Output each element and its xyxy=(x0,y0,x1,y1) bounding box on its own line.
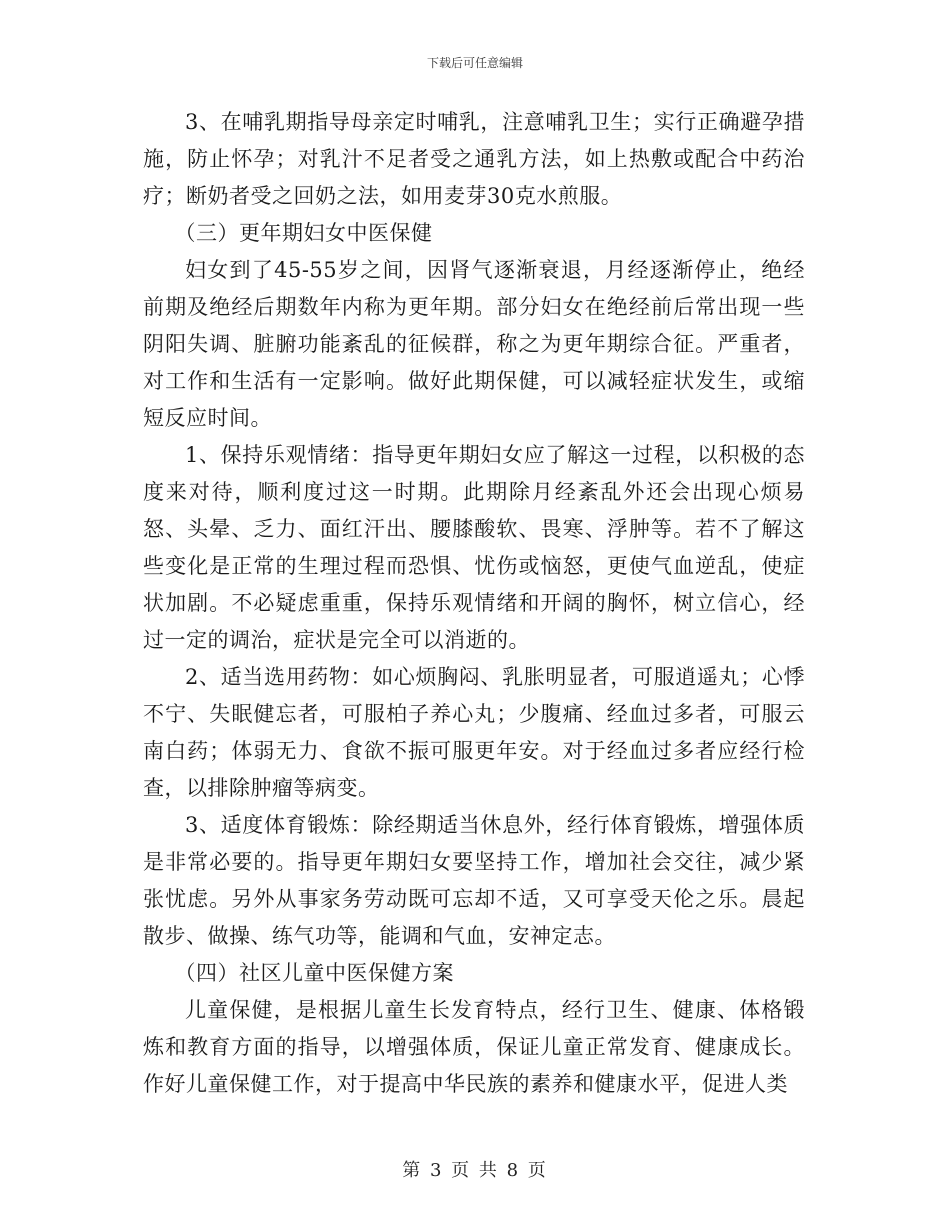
section-heading-menopause: （三）更年期妇女中医保健 xyxy=(174,221,433,245)
paragraph-optimism: 1、保持乐观情绪：指导更年期妇女应了解这一过程，以积极的态度来对待，顺利度过这一时期。此期除月经紊乱外还会出现心烦易怒、头晕、乏力、面红汗出、腰膝酸软、畏寒、浮肿等。若不了解这些变化是正常的生理过程而恐惧、忧伤或恼怒，更使气血逆乱，使症状加剧。不必疑虑重重，保持乐观情绪和开阔的胸怀，树立信心，经过一定的调治，症状是完全可以消逝的。 xyxy=(143,443,805,652)
paragraph-menopause-intro: 妇女到了45-55岁之间，因肾气逐渐衰退，月经逐渐停止，绝经前期及绝经后期数年内称为更年期。部分妇女在绝经前后常出现一些阴阳失调、脏腑功能紊乱的征候群，称之为更年期综合征。严重者，对工作和生活有一定影响。做好此期保健，可以减轻症状发生，或缩短反应时间。 xyxy=(143,258,805,430)
paragraph-exercise: 3、适度体育锻炼：除经期适当休息外，经行体育锻炼，增强体质是非常必要的。指导更年期妇女要坚持工作，增加社会交往，减少紧张忧虑。另外从事家务劳动既可忘却不适，又可享受天伦之乐。晨起散步、做操、练气功等，能调和气血，安神定志。 xyxy=(143,813,805,948)
paragraph-medication: 2、适当选用药物：如心烦胸闷、乳胀明显者，可服逍遥丸；心悸不宁、失眠健忘者，可服柏子养心丸；少腹痛、经血过多者，可服云南白药；体弱无力、食欲不振可服更年安。对于经血过多者应经行检查，以排除肿瘤等病变。 xyxy=(143,665,805,800)
section-heading-child-care: （四）社区儿童中医保健方案 xyxy=(174,961,454,985)
paragraph-child-care-intro: 儿童保健，是根据儿童生长发育特点，经行卫生、健康、体格锻炼和教育方面的指导，以增强体质，保证儿童正常发育、健康成长。作好儿童保健工作，对于提高中华民族的素养和健康水平，促进人类 xyxy=(143,998,805,1096)
page-header: 下载后可任意编辑 xyxy=(426,56,523,70)
paragraph-lactation-guidance: 3、在哺乳期指导母亲定时哺乳，注意哺乳卫生；实行正确避孕措施，防止怀孕；对乳汁不足者受之通乳方法，如上热敷或配合中药治疗；断奶者受之回奶之法，如用麦芽30克水煎服。 xyxy=(143,110,805,208)
document-body xyxy=(143,104,805,1103)
page-footer: 第 3 页 共 8 页 xyxy=(402,1160,548,1181)
